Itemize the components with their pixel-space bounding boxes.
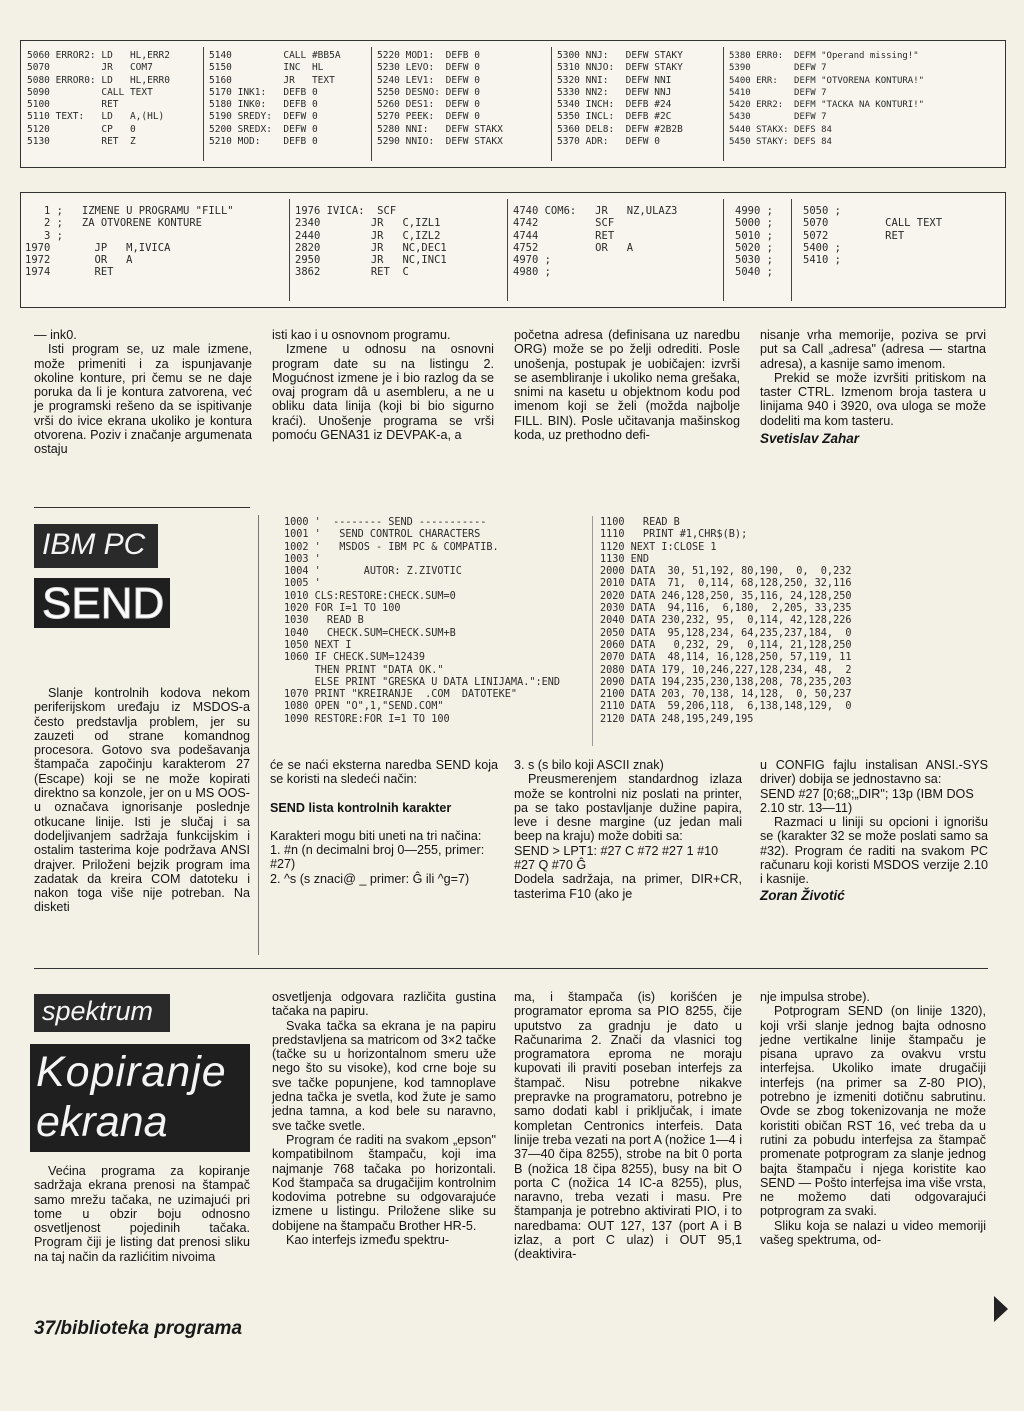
listing-column	[803, 204, 942, 278]
paragraph: Sliku koja se nalazi u video memoriji vašeg spektruma, od-	[760, 1218, 986, 1248]
code-line: 1100 READ B	[600, 517, 680, 528]
code-line: 5070 JR COM7	[27, 62, 153, 74]
code-line: 5340 INCH: DEFB #24	[557, 99, 672, 111]
code-line: 1001 ' SEND CONTROL CHARACTERS	[284, 529, 481, 541]
listing-column	[25, 204, 234, 278]
spektrum-intro	[34, 1164, 250, 1264]
code-line: 5130 RET Z	[27, 136, 136, 148]
code-line: 2440 JR C,IZL2	[295, 229, 441, 241]
code-line: 5180 INK0: DEFB 0	[209, 99, 318, 111]
code-line: 1002 ' MSDOS - IBM PC & COMPATIB.	[284, 541, 499, 553]
paragraph: Isti program se, uz male izmene, može primeniti i za ispunjavanje okoline konture, pri čemu se ne daje poruka da li je kontura zatvorena, već je programski rešeno da se ispitivanje vrši do ivice ekrana ukoliko je kontura otvorena. Poziv i značanje argumenata ostaju	[34, 342, 252, 457]
code-line: 5300 NNJ: DEFW STAKY	[557, 50, 683, 61]
code-line: 1060 IF CHECK.SUM=12439	[284, 652, 426, 664]
send-col3	[514, 758, 742, 901]
code-line: 5410 DEFW 7	[729, 87, 827, 98]
code-line: 5450 STAKY: DEFS 84	[729, 137, 832, 148]
code-line: 1003 '	[284, 553, 321, 565]
code-line: 2120 DATA 248,195,249,195	[600, 713, 754, 725]
paragraph: — ink0.	[34, 328, 77, 342]
column-divider	[791, 199, 792, 301]
subheading: SEND lista kontrolnih karakter	[270, 800, 452, 815]
code-line: 5240 LEV1: DEFW 0	[377, 74, 480, 86]
author-signature: Svetislav Zahar	[760, 431, 860, 447]
listing-column	[557, 50, 683, 148]
code-line	[803, 265, 942, 277]
paragraph: će se naći eksterna naredba SEND koja se koristi na sledeći način:	[270, 758, 498, 787]
code-line: 2040 DATA 230,232, 95, 0,114, 42,128,226	[600, 615, 852, 627]
code-line: 5120 CP 0	[27, 123, 136, 135]
spektrum-col3	[514, 990, 742, 1262]
code-line: 5072 RET	[803, 229, 905, 241]
code-line: 4980 ;	[513, 266, 551, 278]
code-line: 5430 DEFW 7	[729, 112, 827, 123]
section-banner-ibm-pc	[34, 524, 158, 568]
code-line: 1004 ' AUTOR: Z.ZIVOTIC	[284, 566, 462, 578]
code-line: 5040 ;	[735, 266, 773, 278]
page-footer-label: 37/biblioteka programa	[34, 1318, 243, 1339]
changes-listing-box	[20, 192, 1006, 308]
listing-column	[735, 204, 773, 278]
paragraph: Program će raditi na svakom „epson" kompatibilnom štampaču, koji ima najmanje 768 tačaka po horizontali. Kod štampača sa drugačijim kontrolnim kodovima potrebne su odgovarajuće izmene u listingu. Priložene slike su dobijene na štampaču Brother HR-5.	[272, 1132, 496, 1233]
code-line: 2070 DATA 48,114, 16,128,250, 57,119, 11	[600, 652, 852, 664]
column-divider	[258, 515, 259, 955]
section-divider	[34, 968, 988, 969]
code-line: 5190 SREDY: DEFW 0	[209, 111, 318, 123]
code-line: 1110 PRINT #1,CHR$(B);	[600, 529, 748, 541]
banner-title: ekrana	[36, 1098, 168, 1146]
code-line: 1090 RESTORE:FOR I=1 TO 100	[284, 713, 450, 725]
code-line: 1000 ' -------- SEND -----------	[284, 517, 487, 528]
paragraph: 3. s (s bilo koji ASCII znak)	[514, 758, 664, 772]
paragraph: Dodela sadržaja, na primer, DIR+CR, tasterima F10 (ako je	[514, 872, 742, 901]
paragraph: Svaka tačka sa ekrana je na papiru predstavljena sa matricom od 3×2 tačke (tačke su u horizontalnom smeru uže nego što su visoke), kod crne boje su sve tačke popunjene, kod tamnoplave jedna tačka je svetla, kod žute je samo jedna tamna, a kod bele su naravno, sve tačke svetle.	[272, 1018, 496, 1133]
column-divider	[289, 199, 290, 301]
section-divider	[34, 507, 250, 508]
code-line: 5400 ;	[803, 241, 841, 254]
code-line: 4990 ;	[735, 205, 773, 217]
code-line: 2950 JR NC,INC1	[295, 254, 447, 266]
paragraph: Preusmerenjem standardnog izlaza može se kontrolni niz poslati na printer, pa se tako postavljanje dužine papira, leve i desne margine (uz jedan mali beep na kraju) može dobiti sa:	[514, 772, 742, 844]
top-listing-box	[20, 40, 1006, 168]
code-line: 5080 ERROR0: LD HL,ERR0	[27, 74, 170, 86]
code-line: 2080 DATA 179, 10,246,227,128,234, 48, 2	[600, 664, 852, 676]
code-line: 5070 CALL TEXT	[803, 217, 943, 229]
code-line: 5140 CALL #BB5A	[209, 50, 341, 61]
code-line: 5330 NN2: DEFW NNJ	[557, 86, 672, 98]
code-line: 2100 DATA 203, 70,138, 14,128, 0, 50,237	[600, 689, 852, 701]
code-line: 3 ;	[25, 229, 63, 241]
column-divider	[551, 47, 552, 161]
code-line: 5030 ;	[735, 254, 773, 266]
paragraph: Kao interfejs između spektru-	[286, 1233, 450, 1248]
code-line: 5400 ERR: DEFM "OTVORENA KONTURA!"	[729, 75, 925, 86]
banner-title: SEND	[42, 579, 165, 628]
banner-text: IBM PC	[42, 528, 146, 561]
listing-column	[209, 50, 341, 148]
code-line: 5380 ERR0: DEFM "Operand missing!"	[729, 51, 919, 61]
author-signature: Zoran Životić	[760, 887, 845, 903]
fill-article-col3	[514, 328, 740, 442]
code-line: 2820 JR NC,DEC1	[295, 241, 447, 254]
code-line: 5050 ;	[803, 205, 841, 217]
code-line: 5270 PEEK: DEFW 0	[377, 111, 480, 123]
code-line: 1130 END	[600, 553, 650, 565]
code-line: 2000 DATA 30, 51,192, 80,190, 0, 0,232	[600, 566, 852, 578]
code-line: ELSE PRINT "GRESKA U DATA LINIJAMA.":END	[284, 676, 561, 688]
fill-article-col2	[272, 328, 494, 442]
code-line: 5060 ERROR2: LD HL,ERR2	[27, 50, 170, 61]
code-line: 5350 INCL: DEFB #2C	[557, 111, 672, 123]
code-line: 1040 CHECK.SUM=CHECK.SUM+B	[284, 627, 456, 639]
code-line: THEN PRINT "DATA OK."	[284, 664, 444, 676]
listing-column	[295, 204, 447, 278]
paragraph: nisanje vrha memorije, poziva se prvi put sa Call „adresa" (adresa — startna adresa), a kasnije samo imenom.	[760, 328, 986, 371]
code-line: 2010 DATA 71, 0,114, 68,128,250, 32,116	[600, 578, 852, 590]
code-line: 5230 LEVO: DEFW 0	[377, 62, 480, 74]
send-col4	[760, 758, 988, 903]
code-line: 5160 JR TEXT	[209, 74, 335, 86]
code-line: 5210 MOD: DEFB 0	[209, 136, 318, 148]
listing-column	[27, 50, 170, 148]
code-line: 5110 TEXT: LD A,(HL)	[27, 111, 165, 123]
code-line: 1070 PRINT "KREIRANJE .COM DATOTEKE"	[284, 689, 518, 701]
list-item: 2. ^s (s znaci@ _ primer: Ĝ ili ^g=7)	[270, 871, 470, 886]
code-line: 2050 DATA 95,128,234, 64,235,237,184, 0	[600, 627, 852, 639]
column-divider	[371, 47, 372, 161]
code-line: 4740 COM6: JR NZ,ULAZ3	[513, 205, 678, 217]
code-line: 1005 '	[284, 578, 321, 590]
code-line: 2020 DATA 246,128,250, 35,116, 24,128,250	[600, 590, 852, 602]
code-line: 3862 RET C	[295, 266, 409, 278]
code-line: 5410 ;	[803, 254, 841, 266]
code-line: 5260 DES1: DEFW 0	[377, 99, 480, 111]
code-line: 4744 RET	[513, 229, 615, 241]
code-line: 5200 SREDX: DEFW 0	[209, 123, 318, 135]
code-line: 1 ; IZMENE U PROGRAMU "FILL"	[25, 205, 234, 217]
paragraph: Slanje kontrolnih kodova nekom periferijskom uređaju iz MSDOS-a često predstavlja problem, jer su zauzeti od strane komandnog procesora. Gotovo sva podešavanja štampača započinju karakterom 27 (Escape) koji se ne može kopirati direktno sa konzole, jer on u MS OOS-u označava ignorisanje poslednje otkucane linije. Isti je slučaj i sa dodeljivanjem sadržaja funkcijskim i ostalim tasterima koje podržava ANSI drajver. Priloženi bejzik program ima zadatak da kreira COM datoteku i nakon toga više nije potreban. Na disketi	[34, 686, 250, 915]
listing-divider	[592, 516, 593, 746]
paragraph: Potprogram SEND (on linije 1320), koji vrši slanje jednog bajta odnosno jedne vertikalne linije štampaču je pisana upravo za ovakvu vrstu interfejsa. Ukoliko imate drugačiji interfejs (na primer sa Z-80 PIO), potrebno je izmeniti dotičnu sabrutinu. Ovde se zbog tokenizovanja ne može koristiti običan RST 16, već treba da u rutini za pobudu interfejsa za štampač promenate potprogram za slanje jednog bajta štampaču i njega koristite kao SEND — Pošto interfejsa ima više vrsta, ne možemo dati odgovarajući potprogram za svaki.	[760, 1004, 986, 1219]
column-divider	[723, 199, 724, 301]
code-line: 1050 NEXT I	[284, 639, 352, 651]
paragraph: Razmaci u liniji su opcioni i ignorišu se (karakter 32 se može poslati samo sa #32). Program će raditi na svakom PC računaru koji koristi MSDOS verzije 2.10 i kasnije.	[760, 815, 988, 887]
code-line: 5220 MOD1: DEFB 0	[377, 50, 480, 61]
code-line: 1974 RET	[25, 266, 114, 278]
code-line: 1976 IVICA: SCF	[295, 205, 397, 217]
code-line: 4970 ;	[513, 254, 551, 266]
fill-article-col1	[34, 328, 252, 457]
paragraph: početna adresa (definisana uz naredbu ORG) može se po želji odrediti. Posle unošenja, postupak je uobičajen: izvrši se asembliranje i ukoliko nema grešaka, snimi na kasetu u objektnom kodu pod imenom koji se želi (možda najbolje FILL. BIN). Posle učitavanja mašinskog koda, uz prethodno defi-	[514, 328, 740, 443]
column-divider	[507, 199, 508, 301]
code-line: 2030 DATA 94,116, 6,180, 2,205, 33,235	[600, 603, 852, 615]
section-banner-kopiranje-ekrana	[30, 1044, 250, 1152]
code-line: 2110 DATA 59,206,118, 6,138,148,129, 0	[600, 701, 852, 713]
code-line: 1020 FOR I=1 TO 100	[284, 603, 401, 615]
code-line: 5170 INK1: DEFB 0	[209, 86, 318, 98]
listing-column	[377, 50, 503, 148]
code-line: 1080 OPEN "O",1,"SEND.COM"	[284, 701, 444, 713]
code-line: 5290 NNIO: DEFW STAKX	[377, 136, 503, 148]
command-example: SEND > LPT1: #27 C #72 #27 1 #10 #27 Q #70 Ĝ	[514, 843, 719, 873]
send-col2	[270, 758, 498, 886]
section-banner-spektrum	[34, 994, 170, 1032]
paragraph: Karakteri mogu biti uneti na tri načina:	[270, 828, 482, 843]
code-line: 2 ; ZA OTVORENE KONTURE	[25, 217, 203, 229]
command-example: SEND #27 [0;68;„DIR"; 13p (IBM DOS 2.10 str. 13—11)	[760, 786, 974, 815]
code-line: 5370 ADR: DEFW 0	[557, 136, 660, 148]
paragraph: ma, i štampača (is) korišćen je programator eproma sa PIO 8255, čije uputstvo za gradnju je dato u Računarima 2. Znači da vlasnici tog programatora eproma ne moraju kupovati ili praviti poseban interfejs za štampač. Nisu potrebne nikakve prepravke na programatoru, potrebno je samo dodati kabl i priključak, i imate kompletan Centronics interfeis. Data linije treba vezati na port A (nožice 1—4 i 37—40 čipa 8255), strobe na bit 0 porta B (nožica 18 čipa 8255), busy na bit O porta C (nožica 14 IC-a 8255), plus, naravno, treba vezati i masu. Pre štampanja je potrebno aktivirati PIO, i to naredbama: OUT 127, 137 (port A i B izlaz, a port C ulaz) i OUT 95,1 (deaktivira-	[514, 990, 742, 1262]
listing-column	[729, 50, 924, 148]
code-line: 1120 NEXT I:CLOSE 1	[600, 541, 717, 553]
paragraph: isti kao i u osnovnom programu.	[272, 328, 451, 342]
code-line: 5020 ;	[735, 241, 773, 254]
code-line: 5310 NNJO: DEFW STAKY	[557, 62, 683, 74]
send-basic-listing-right	[600, 516, 851, 725]
code-line: 5280 NNI: DEFW STAKX	[377, 123, 503, 135]
section-banner-send	[34, 578, 170, 628]
fill-article-col4	[760, 328, 986, 446]
code-line: 1970 JP M,IVICA	[25, 241, 171, 254]
code-line: 1010 CLS:RESTORE:CHECK.SUM=0	[284, 590, 456, 602]
list-item: 1. #n (n decimalni broj 0—255, primer: #27)	[270, 843, 485, 872]
code-line: 5420 ERR2: DEFM "TACKA NA KONTURI!"	[729, 100, 925, 111]
code-line: 5090 CALL TEXT	[27, 86, 153, 98]
code-line: 5150 INC HL	[209, 62, 324, 74]
listing-column	[513, 204, 677, 278]
code-line: 5390 DEFW 7	[729, 63, 827, 74]
code-line: 2340 JR C,IZL1	[295, 217, 441, 229]
code-line: 5100 RET	[27, 99, 119, 111]
code-line: 1030 READ B	[284, 615, 364, 627]
paragraph: osvetljenja odgovara različita gustina tačaka na papiru.	[272, 990, 496, 1019]
paragraph: Većina programa za kopiranje sadržaja ekrana prenosi na štampač samo mrežu tačaka, ne uzimajući pri tome u obzir boju odnosno osvetljenost pojedinih tačaka. Program čiji je listing dat prenosi sliku na taj način da razlićitim nivoima	[34, 1164, 250, 1264]
send-basic-listing-left	[284, 516, 560, 725]
code-line: 4742 SCF	[513, 217, 615, 229]
code-line: 2090 DATA 194,235,230,138,208, 78,235,203	[600, 676, 852, 688]
spektrum-col4	[760, 990, 986, 1247]
column-divider	[203, 47, 204, 161]
code-line: 2060 DATA 0,232, 29, 0,114, 21,128,250	[600, 639, 852, 651]
paragraph: Izmene u odnosu na osnovni program date su na listingu 2. Mogućnost izmene je i bio razlog da se ovaj program dâ u asembleru, a ne u obliku data linija (koji bi bio sigurno kraći). Unošenje programa se vrši pomoću GENA31 iz DEVPAK-a, a	[272, 342, 494, 443]
code-line: 1972 OR A	[25, 254, 133, 266]
paragraph: nje impulsa strobe).	[760, 990, 870, 1004]
banner-text: spektrum	[42, 996, 154, 1026]
code-line: 5440 STAKX: DEFS 84	[729, 124, 832, 135]
code-line: 5000 ;	[735, 217, 773, 229]
code-line: 5360 DEL8: DEFW #2B2B	[557, 123, 683, 135]
code-line: 5320 NNI: DEFW NNI	[557, 74, 672, 86]
code-line: 5010 ;	[735, 229, 773, 241]
continue-arrow-icon	[994, 1296, 1008, 1322]
column-divider	[723, 47, 724, 161]
send-intro	[34, 686, 250, 915]
code-line: 4752 OR A	[513, 241, 634, 254]
banner-title: Kopiranje	[36, 1048, 227, 1096]
paragraph: u CONFIG fajlu instalisan ANSI.-SYS driver) dobija se jednostavno sa:	[760, 758, 988, 787]
spektrum-col2	[272, 990, 496, 1247]
paragraph: Prekid se može izvršiti pritiskom na taster CTRL. Izmenom broja tastera u linijama 940 i 3920, ova uloga se može dodeliti ma kom tasteru.	[760, 370, 986, 428]
code-line: 5250 DESNO: DEFW 0	[377, 86, 480, 98]
